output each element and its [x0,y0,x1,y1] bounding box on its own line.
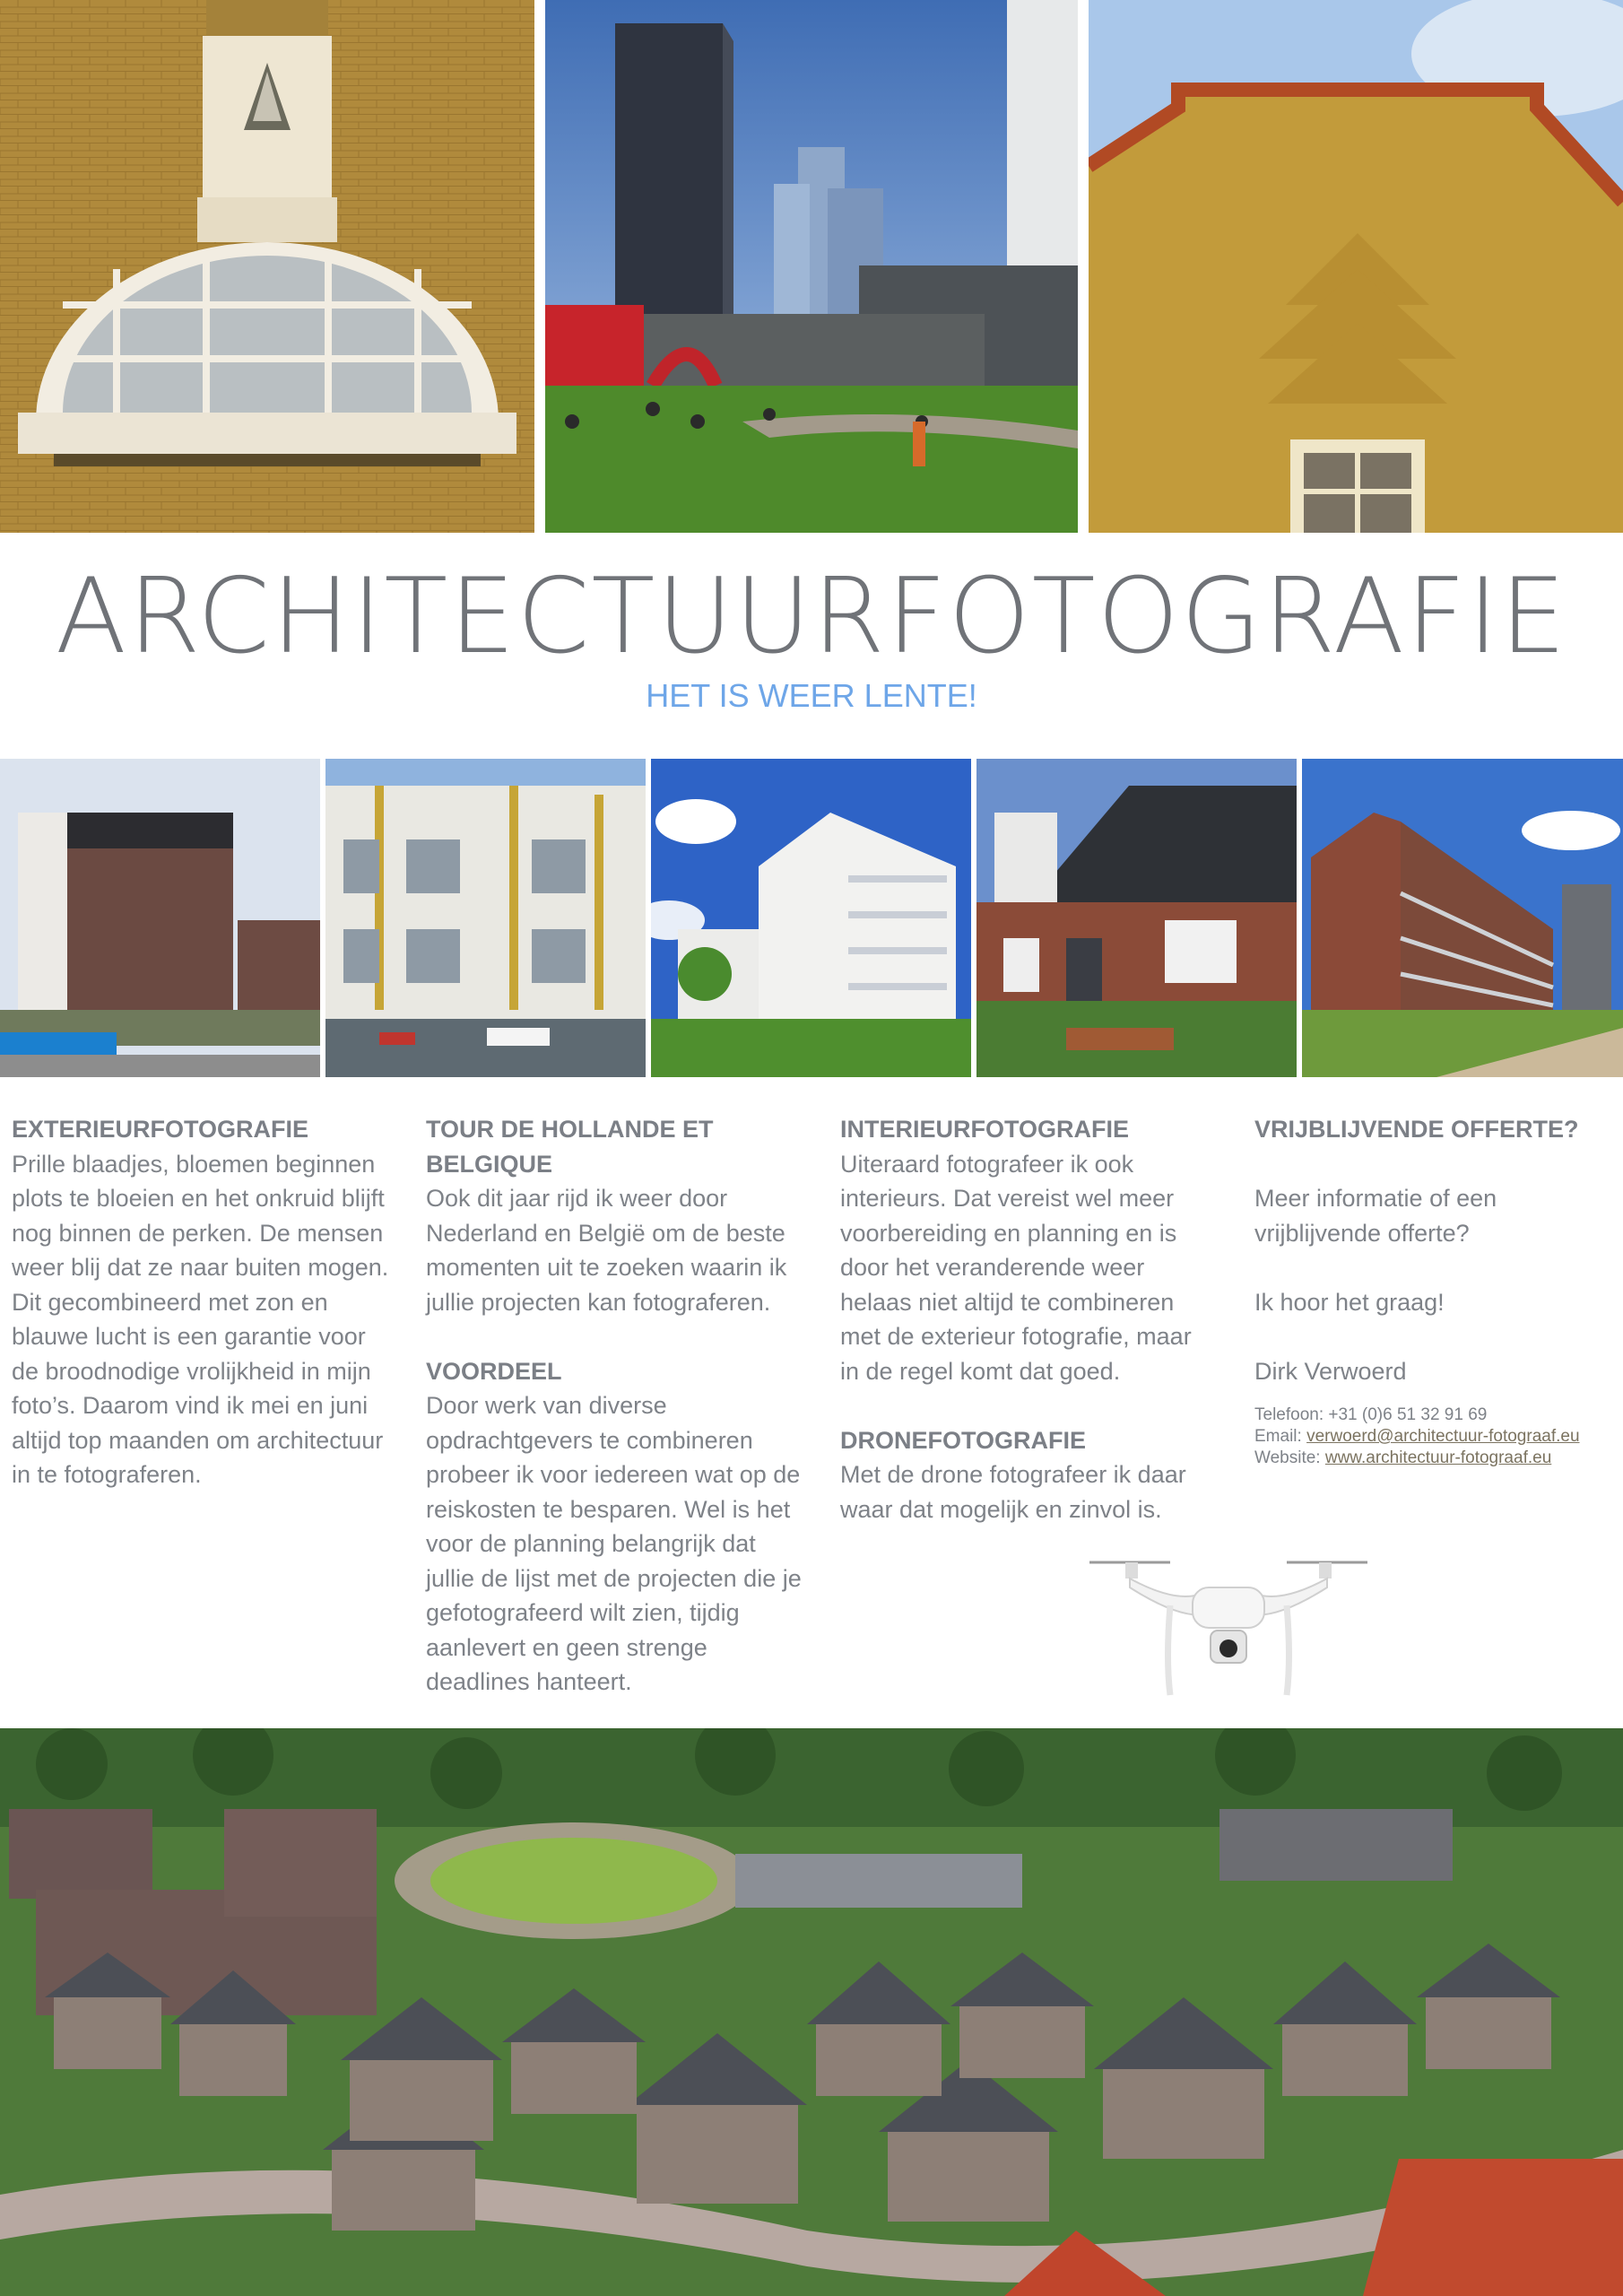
text-exterieur: Prille blaadjes, bloemen beginnen plots te bloeien en het onkruid blijft nog binnen de perken. De mensen weer blij dat ze naar buiten mogen. Dit gecombineerd met zon en blauwe lucht is een garantie voor de broodnodige vrolijkheid in mijn foto’s. Daarom vind ik mei en juni altijd top maanden om architectuur in te fotograferen. [12,1150,389,1488]
website-label: Website: [1254,1448,1325,1467]
text-tour: Ook dit jaar rijd ik weer door Nederland en België om de beste momenten uit te zoeken waarin ik jullie projecten kan fotograferen. [426,1185,787,1316]
canal-houses-photo [325,759,646,1077]
text-interieur: Uiteraard fotografeer ik ook interieurs. Dat vereist wel meer voorbereiding en planning en is door het veranderende weer helaas niet altijd te combineren met de exterieur fotografie, maar in de regel komt dat goed. [840,1150,1192,1385]
contact-name: Dirk Verwoerd [1254,1357,1407,1385]
contact-website-row [1254,1448,1618,1469]
email-label: Email: [1254,1427,1307,1446]
text-offerte-info: Meer informatie of een vrijblijvende offerte? [1254,1185,1497,1247]
website-link[interactable]: www.architectuur-fotograaf.eu [1324,1448,1552,1467]
email-link[interactable]: verwoerd@architectuur-fotograaf.eu [1306,1427,1580,1446]
column-tour [426,1112,803,1700]
column-exterieur [12,1112,397,1492]
aerial-neighborhood-photo [0,1728,1623,2296]
yellow-brick-gable-photo [1089,0,1623,533]
heading-tour: TOUR DE HOLLANDE ET BELGIQUE [426,1116,714,1178]
heading-exterieur: EXTERIEURFOTOGRAFIE [12,1116,309,1143]
page-title: ARCHITECTUURFOTOGRAFIE [55,556,1568,677]
skyscrapers-plaza-photo [545,0,1078,533]
page-subtitle: HET IS WEER LENTE! [646,677,977,714]
brick-apartment-rail-photo [0,759,320,1077]
brick-house-garden-photo [976,759,1297,1077]
text-offerte-graag: Ik hoor het graag! [1254,1288,1445,1316]
text-drone: Met de drone fotografeer ik daar waar dat mogelijk en zinvol is. [840,1461,1186,1523]
drone-icon [1081,1552,1376,1700]
text-voordeel: Door werk van diverse opdrachtgevers te combineren probeer ik voor iedereen wat op de reiskosten te besparen. Wel is het voor de planning belangrijk dat jullie de lijst met de projecten die je gefotografeerd wilt zien, tijdig aanlevert en geen strenge deadlines hanteert. [426,1392,802,1695]
heading-drone: DRONEFOTOGRAFIE [840,1426,1087,1454]
brick-gallery-flats-photo [1302,759,1623,1077]
heading-voordeel: VOORDEEL [426,1357,562,1385]
heading-interieur: INTERIEURFOTOGRAFIE [840,1116,1130,1143]
contact-email-row [1254,1426,1618,1448]
column-interieur [840,1112,1217,1526]
heading-offerte: VRIJBLIJVENDE OFFERTE? [1254,1116,1579,1143]
contact-block [1254,1405,1618,1469]
white-apartment-block-photo [651,759,971,1077]
brick-facade-arched-window-photo [0,0,534,533]
contact-phone: Telefoon: +31 (0)6 51 32 91 69 [1254,1405,1488,1424]
column-offerte [1254,1112,1618,1469]
